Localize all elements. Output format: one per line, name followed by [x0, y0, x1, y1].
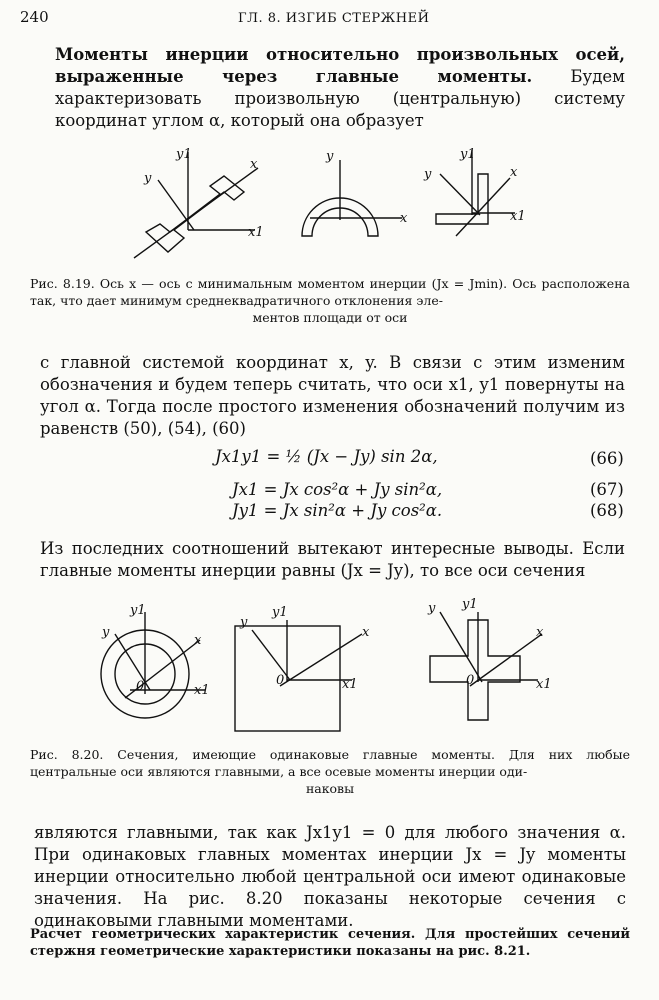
label-x: x: [362, 625, 370, 640]
fig819-z-section: [134, 147, 264, 258]
equation-68-number: (68): [590, 501, 624, 520]
angle-shape: [436, 174, 488, 224]
axis-y: [440, 612, 482, 682]
label-y: y: [326, 149, 334, 164]
label-x1: x1: [248, 225, 264, 240]
equation-66: Jx1y1 = ½ (Jx − Jy) sin 2α,: [215, 447, 438, 466]
fig820-ring: [101, 603, 210, 718]
axis-x: [456, 178, 510, 236]
axis-y: [252, 630, 290, 680]
label-x1: x1: [510, 209, 526, 224]
equation-66-number: (66): [590, 449, 624, 468]
label-x: x: [194, 633, 202, 648]
label-y: y: [428, 601, 436, 616]
label-y: y: [144, 171, 152, 186]
label-x: x: [510, 165, 518, 180]
label-origin: 0: [276, 673, 285, 688]
z-shape: [146, 176, 244, 252]
label-y: y: [102, 625, 110, 640]
fig819-semiring: [302, 149, 408, 236]
paragraph-1: [55, 44, 625, 132]
figure-8-19: [110, 140, 540, 270]
paragraph-2: с главной системой координат x, y. В связи с этим изменим обозначения и будем теперь считать, что оси x1, y1 повернуты на угол α. Тогда после простого изменения обозначений получим из равенств (50), (54), (60): [40, 353, 625, 438]
label-y1: y1: [460, 147, 476, 162]
label-x: x: [536, 625, 544, 640]
figure-8-20: [90, 590, 570, 740]
paragraph-3: Из последних соотношений вытекают интересные выводы. Если главные моменты инерции равны (Jx = Jy), то все оси сечения: [40, 539, 625, 580]
label-x: x: [250, 157, 258, 172]
fig820-square: [235, 605, 370, 731]
paragraph-1-text: Будем характеризовать произвольную (центральную) систему координат углом α, который она образует: [55, 67, 625, 130]
paragraph-4: являются главными, так как Jx1y1 = 0 для любого значения α. При одинаковых главных моментах инерции Jx = Jy моменты инерции относительно любой центральной оси имеют одинаковые значения. На рис. 8.20 показаны некоторые сечения с одинаковыми главными моментами.: [34, 823, 626, 930]
label-y1: y1: [462, 597, 478, 612]
caption-fig-8-20-end: наковы: [305, 781, 355, 796]
equation-68: Jy1 = Jx sin²α + Jy cos²α.: [232, 501, 443, 520]
label-y1: y1: [130, 603, 146, 618]
label-origin: 0: [136, 679, 145, 694]
label-x1: x1: [194, 683, 210, 698]
caption-fig-8-20: [30, 746, 630, 797]
axis-x: [470, 634, 542, 686]
label-y1: y1: [272, 605, 288, 620]
label-y1: y1: [176, 147, 192, 162]
label-x1: x1: [342, 677, 358, 692]
label-y: y: [424, 167, 432, 182]
axis-y: [440, 174, 480, 215]
paragraph-5: Расчет геометрических характеристик сечения. Для простейших сечений стержня геометрические характеристики показаны на рис. 8.21.: [30, 927, 630, 959]
label-y: y: [240, 615, 248, 630]
fig820-cross: [427, 597, 552, 720]
running-head: ГЛ. 8. ИЗГИБ СТЕРЖНЕЙ: [238, 11, 430, 26]
label-x: x: [400, 211, 408, 226]
page-number: 240: [20, 8, 49, 26]
caption-fig-8-19-text: Рис. 8.19. Ось x — ось с минимальным моментом инерции (Jx = Jmin). Ось расположена так, что дает минимум среднеквадратичного отклонения эле-: [30, 276, 630, 308]
caption-fig-8-19: [30, 275, 630, 326]
label-origin: 0: [466, 673, 475, 688]
caption-fig-8-19-end: ментов площади от оси: [252, 310, 408, 325]
equation-67: Jx1 = Jx cos²α + Jy sin²α,: [232, 480, 443, 499]
fig819-angle-section: [423, 147, 526, 236]
caption-fig-8-20-text: Рис. 8.20. Сечения, имеющие одинаковые главные моменты. Для них любые центральные оси являются главными, а все осевые моменты инерции оди-: [30, 747, 630, 779]
label-x1: x1: [536, 677, 552, 692]
equation-67-number: (67): [590, 480, 624, 499]
paragraph-1-lead: Моменты инерции относительно произвольных осей, выраженные через главные моменты.: [55, 45, 625, 86]
